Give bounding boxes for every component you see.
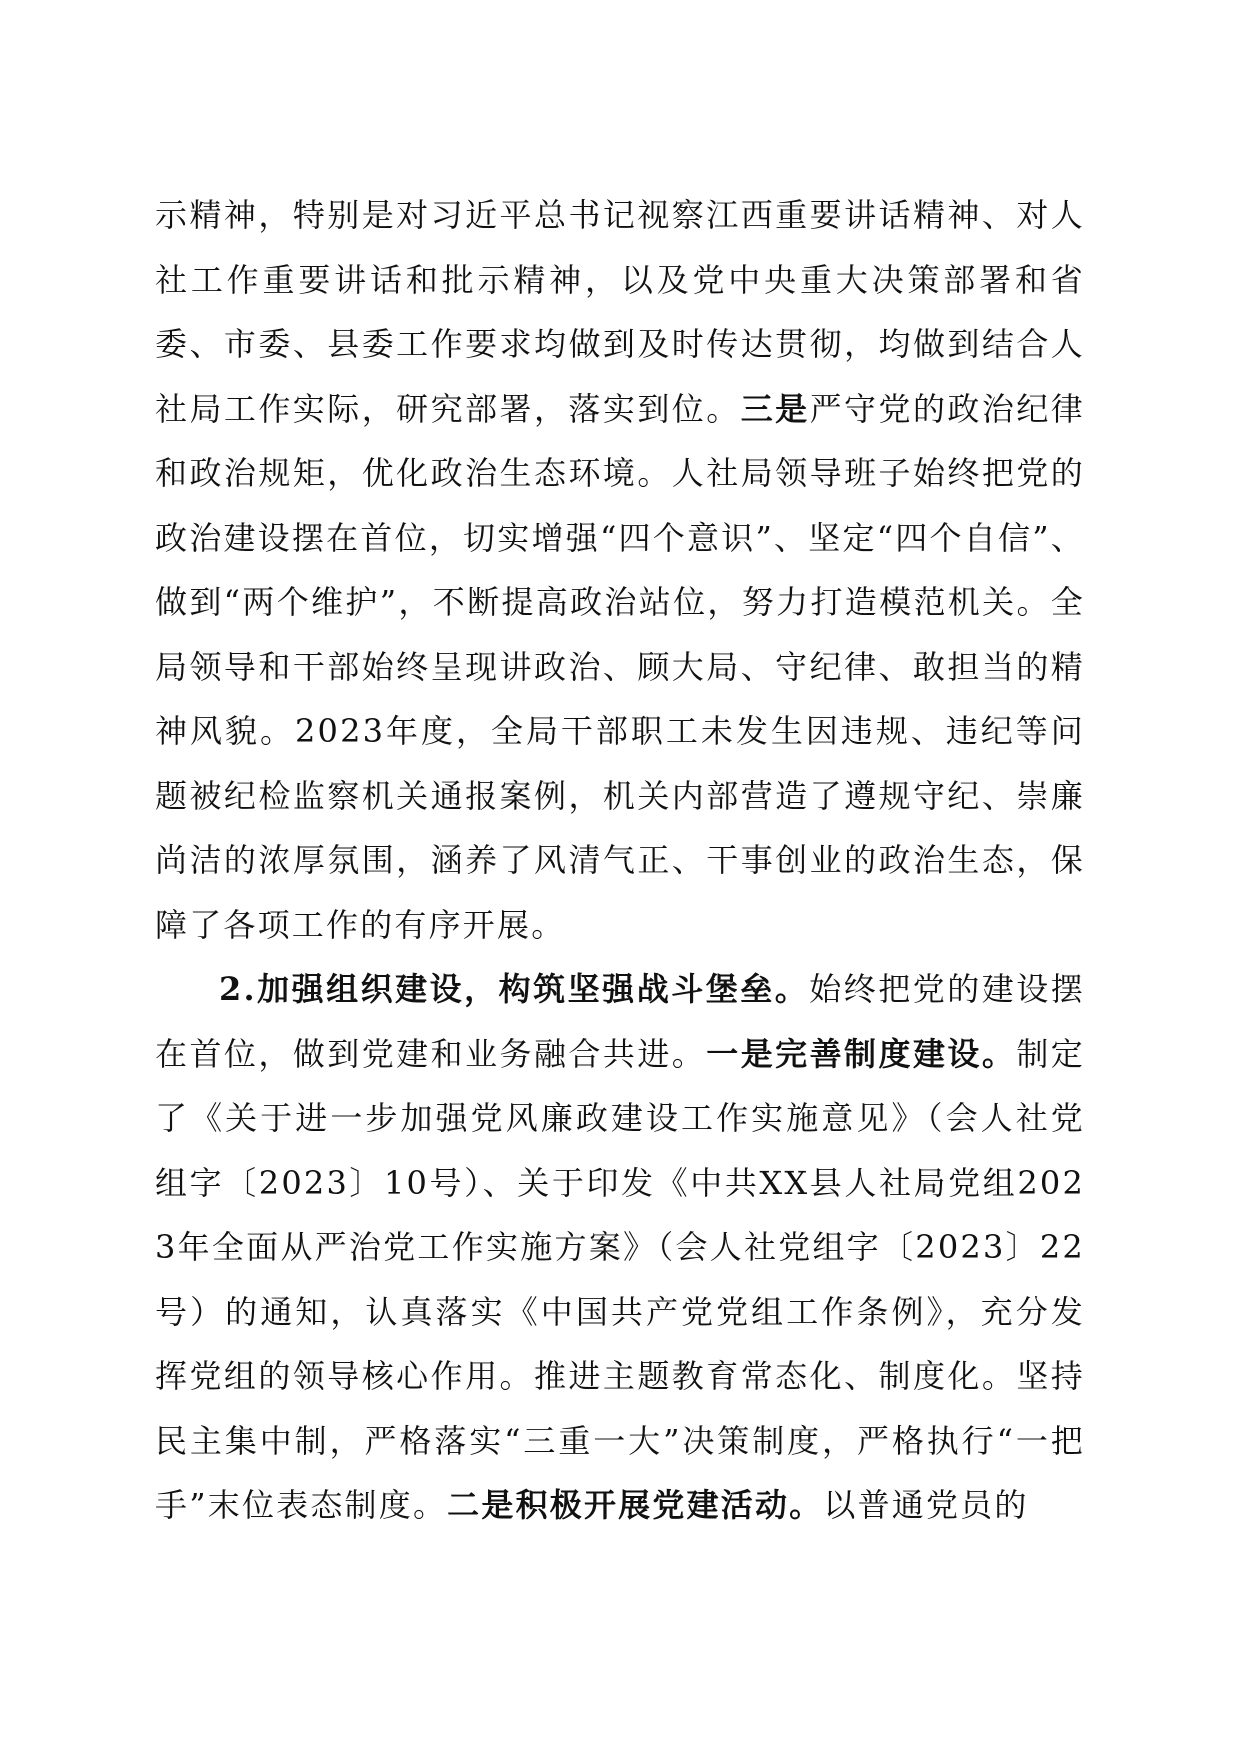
paragraph-text: 始终把党的建设摆在首位，做到党建和业务融合共进。 [155, 970, 1085, 1073]
bold-lead-yi-shi: 一是完善制度建设。 [706, 1034, 1017, 1073]
body-text-section-1 [155, 183, 1085, 957]
paragraph-organization-building [155, 957, 1085, 1538]
paragraph-text: 严守党的政治纪律和政治规矩，优化政治生态环境。人社局领导班子始终把党的政治建设摆在首位，切实增强“四个意识”、坚定“四个自信”、做到“两个维护”，不断提高政治站位，努力打造模范机关。全局领导和干部始终呈现讲政治、顾大局、守纪律、敢担当的精神风貌。2023年度，全局干部职工未发生因违规、违纪等问题被纪检监察机关通报案例，机关内部营造了遵规守纪、崇廉尚洁的浓厚氛围，涵养了风清气正、干事创业的政治生态，保障了各项工作的有序开展。 [155, 389, 1085, 944]
bold-lead-er-shi: 二是积极开展党建活动。 [447, 1486, 824, 1524]
section-heading: 2.加强组织建设，构筑坚强战斗堡垒。 [219, 970, 810, 1008]
paragraph-text: 制定了《关于进一步加强党风廉政建设工作实施意见》（会人社党组字〔2023〕10号）、关于印发《中共XX县人社局党组2023年全面从严治党工作实施方案》（会人社党组字〔2023〕22号）的通知，认真落实《中国共产党党组工作条例》，充分发挥党组的领导核心作用。推进主题教育常态化、制度化。坚持民主集中制，严格落实“三重一大”决策制度，严格执行“一把手”末位表态制度。 [155, 1034, 1085, 1524]
paragraph-text: 以普通党员的 [823, 1486, 1029, 1524]
bold-lead-san-shi: 三是 [740, 389, 810, 428]
body-text-section-2 [155, 957, 1085, 1538]
paragraph-continuation [155, 183, 1085, 957]
paragraph-text: 示精神，特别是对习近平总书记视察江西重要讲话精神、对人社工作重要讲话和批示精神，以及党中央重大决策部署和省委、市委、县委工作要求均做到及时传达贯彻，均做到结合人社局工作实际，研究部署，落实到位。 [155, 196, 1085, 428]
